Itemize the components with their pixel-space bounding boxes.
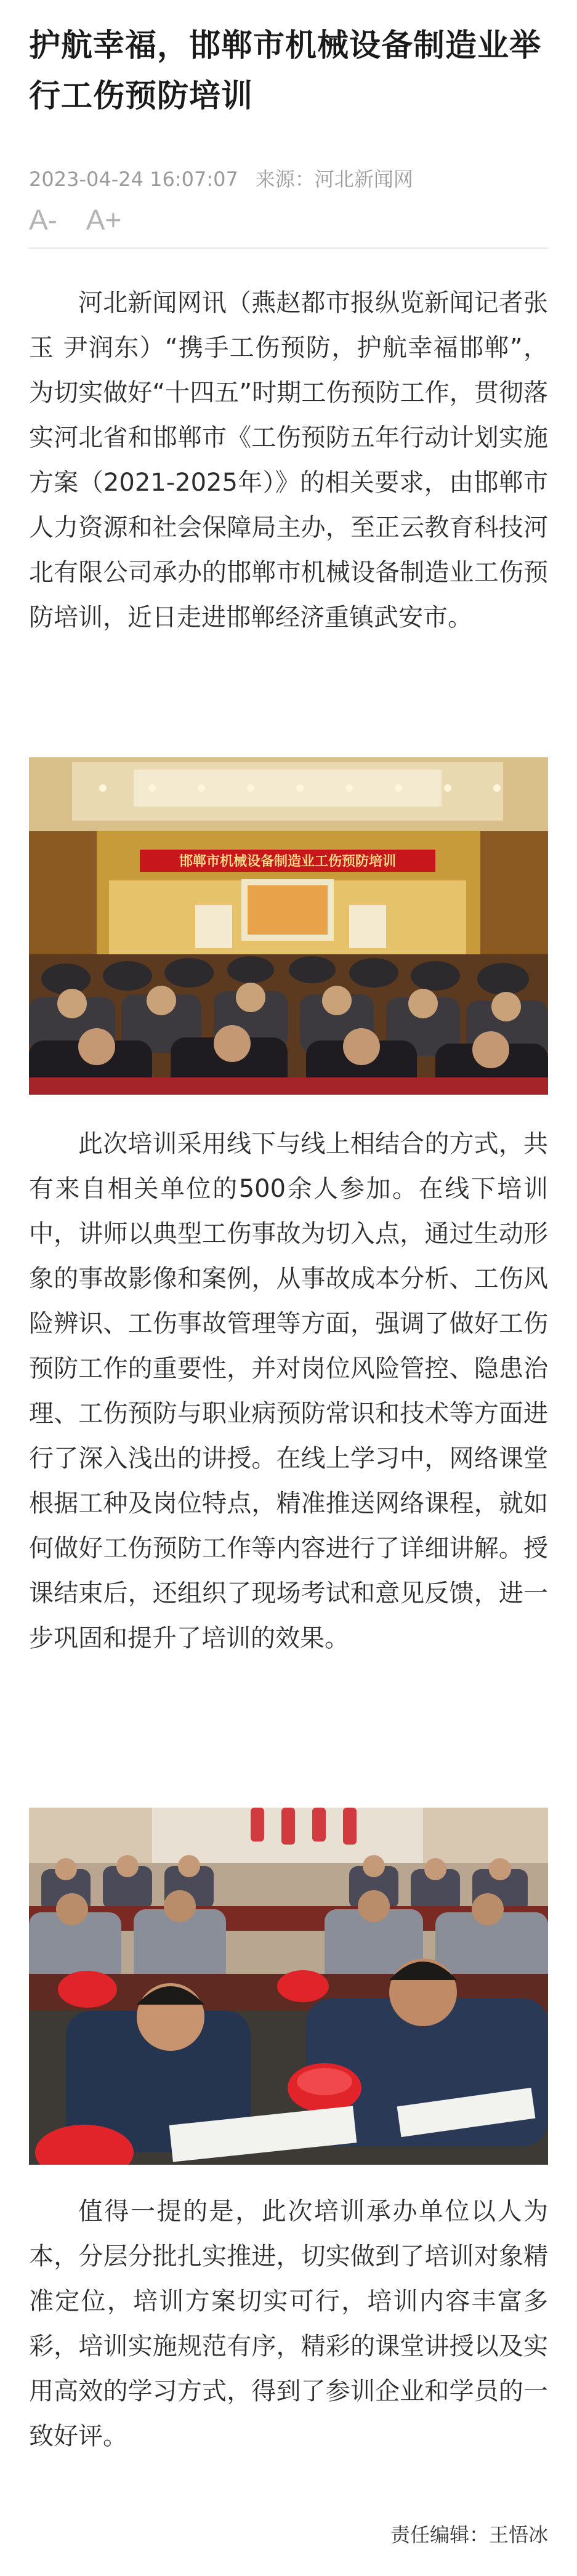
article-paragraph-2: 此次培训采用线下与线上相结合的方式，共有来自相关单位的500余人参加。在线下培训中，讲师以典型工伤事故为切入点，通过生动形象的事故影像和案例，从事故成本分析、工伤风险辨识、工伤事故管理等方面，强调了做好工伤预防工作的重要性，并对岗位风险管控、隐患治理、工伤预防与职业病预防常识和技术等方面进行了深入浅出的讲授。在线上学习中，网络课堂根据工种及岗位特点，精准推送网络课程，就如何做好工伤预防工作等内容进行了详细讲解。授课结束后，还组织了现场考试和意见反馈，进一步巩固和提升了培训的效果。	[29, 1130, 548, 1652]
font-decrease-button[interactable]: A-	[29, 204, 57, 236]
hall-banner-text: 邯郸市机械设备制造业工伤预防培训	[179, 854, 397, 869]
article-paragraph-1: 河北新闻网讯（燕赵都市报纵览新闻记者张玉 尹润东）“携手工伤预防，护航幸福邯郸”，为切实做好“十四五”时期工伤预防工作，贯彻落实河北省和邯郸市《工伤预防五年行动计划实施方案（2021-2025年）》的相关要求，由邯郸市人力资源和社会保障局主办，至正云教育科技河北有限公司承办的邯郸市机械设备制造业工伤预防培训，近日走进邯郸经济重镇武安市。	[29, 289, 548, 632]
font-size-controls	[29, 203, 121, 236]
training-hall-photo	[29, 757, 548, 1095]
source-name[interactable]: 河北新闻网	[314, 167, 413, 191]
trainees-exam-photo	[29, 1808, 548, 2165]
responsible-editor: 责任编辑：王悟冰	[390, 2523, 548, 2546]
source-label: 来源：	[255, 167, 315, 191]
publish-datetime: 2023-04-24 16:07:07	[29, 167, 238, 191]
article-paragraph-3: 值得一提的是，此次培训承办单位以人为本，分层分批扎实推进，切实做到了培训对象精准定位，培训方案切实可行，培训内容丰富多彩，培训实施规范有序，精彩的课堂讲授以及实用高效的学习方式，得到了参训企业和学员的一致好评。	[29, 2197, 548, 2450]
font-increase-button[interactable]: A+	[86, 204, 122, 236]
article-meta	[29, 164, 413, 192]
divider	[29, 248, 548, 249]
article-title: 护航幸福，邯郸市机械设备制造业举行工伤预防培训	[29, 28, 542, 115]
